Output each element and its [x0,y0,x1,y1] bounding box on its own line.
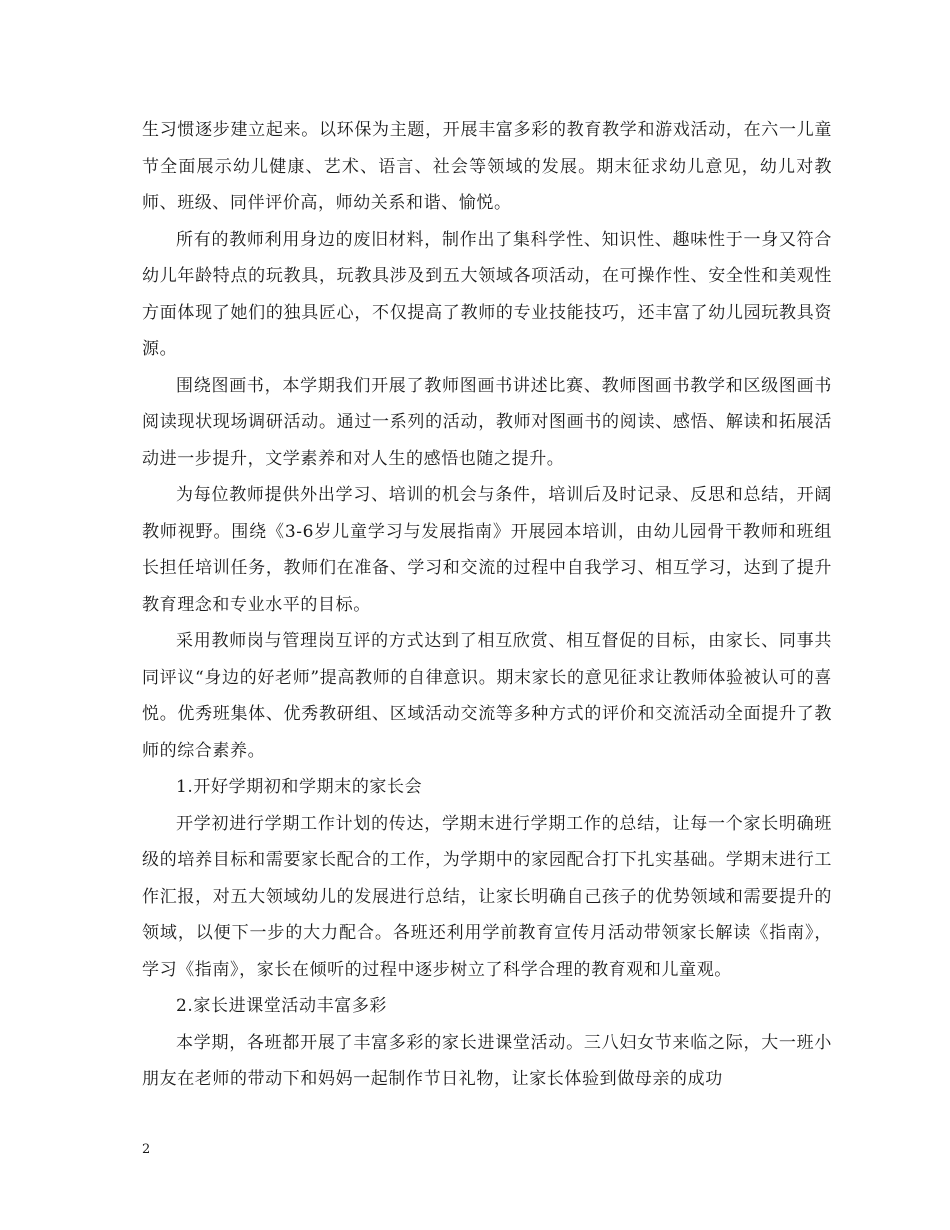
paragraph-3: 围绕图画书，本学期我们开展了教师图画书讲述比赛、教师图画书教学和区级图画书阅读现状现场调研活动。通过一系列的活动，教师对图画书的阅读、感悟、解读和拓展活动进一步提升，文学素养和对人生的感悟也随之提升。 [142,375,832,469]
document-body [142,112,832,1098]
paragraph-1: 生习惯逐步建立起来。以环保为主题，开展丰富多彩的教育教学和游戏活动，在六一儿童节全面展示幼儿健康、艺术、语言、社会等领域的发展。期末征求幼儿意见，幼儿对教师、班级、同伴评价高，师幼关系和谐、愉悦。 [142,120,832,213]
paragraph-7: 本学期，各班都开展了丰富多彩的家长进课堂活动。三八妇女节来临之际，大一班小朋友在老师的带动下和妈妈一起制作节日礼物，让家长体验到做母亲的成功 [142,1032,832,1089]
page-number: 2 [142,1142,151,1157]
section-heading-1: 1.开好学期初和学期末的家长会 [176,777,423,797]
paragraph-2: 所有的教师利用身边的废旧材料，制作出了集科学性、知识性、趣味性于一身又符合幼儿年龄特点的玩教具，玩教具涉及到五大领域各项活动，在可操作性、安全性和美观性方面体现了她们的独具匠心，不仅提高了教师的专业技能技巧，还丰富了幼儿园玩教具资源。 [142,229,832,359]
paragraph-6: 开学初进行学期工作计划的传达，学期末进行学期工作的总结，让每一个家长明确班级的培养目标和需要家长配合的工作，为学期中的家园配合打下扎实基础。学期末进行工作汇报，对五大领域幼儿的发展进行总结，让家长明确自己孩子的优势领域和需要提升的领域，以便下一步的大力配合。各班还利用学前教育宣传月活动带领家长解读《指南》，学习《指南》，家长在倾听的过程中逐步树立了科学合理的教育观和儿童观。 [142,813,832,980]
paragraph-5: 采用教师岗与管理岗互评的方式达到了相互欣赏、相互督促的目标，由家长、同事共同评议“身边的好老师”提高教师的自律意识。期末家长的意见征求让教师体验被认可的喜悦。优秀班集体、优秀教研组、区域活动交流等多种方式的评价和交流活动全面提升了教师的综合素养。 [142,631,832,761]
paragraph-4: 为每位教师提供外出学习、培训的机会与条件，培训后及时记录、反思和总结，开阔教师视野。围绕《3-6岁儿童学习与发展指南》开展园本培训，由幼儿园骨干教师和班组长担任培训任务，教师们在准备、学习和交流的过程中自我学习、相互学习，达到了提升教育理念和专业水平的目标。 [142,485,832,615]
section-heading-2: 2.家长进课堂活动丰富多彩 [176,996,388,1016]
